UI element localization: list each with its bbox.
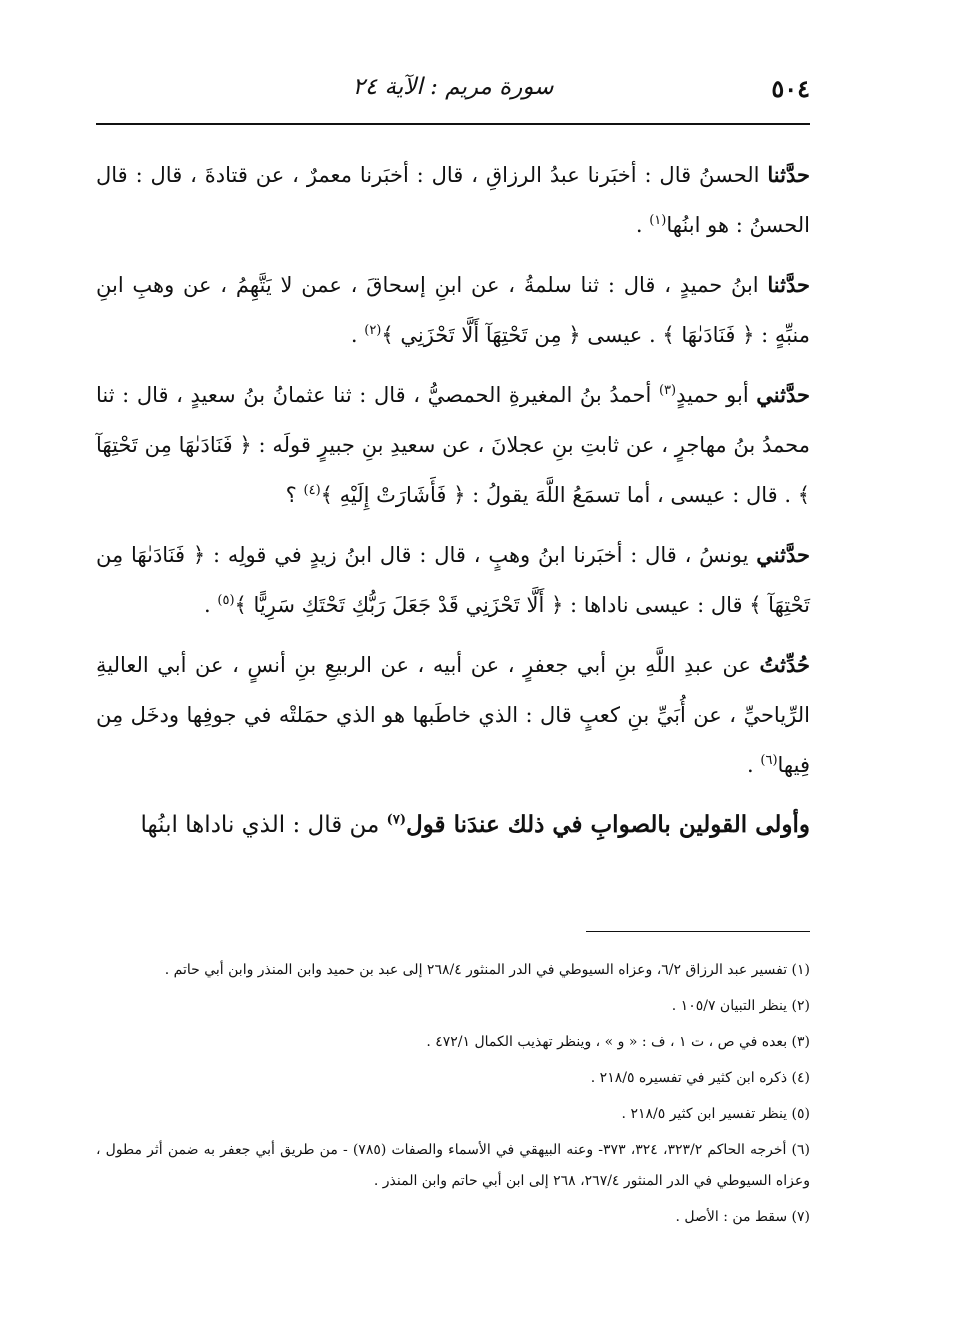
footnote-ref: (٤) <box>303 483 321 498</box>
paragraph-text: الحسنُ قال : أخبَرنا عبدُ الرزاقِ ، قال : أخبَرنا معمرٌ ، عن قتادةَ ، قال : قال الحسنُ : هو ابنُها <box>96 163 810 237</box>
narration-lead: حدَّثني <box>756 542 810 567</box>
footnote-1: (١) تفسير عبد الرزاق ٦/٢، وعزاه السيوطي في الدر المنثور ٢٦٨/٤ إلى عبد بن حميد وابن المنذر وابن أبي حاتم . <box>164 962 810 978</box>
paragraph-text: عن عبدِ اللَّهِ بنِ أبي جعفرٍ ، عن أبيه ، عن الربيعِ بنِ أنسٍ ، عن أبي العاليةِ الرِّياحيِّ ، عن أُبَيِّ بنِ كعبٍ قال : الذي خاطَبها هو الذي حمَلتْه في جوفِها ودخَل مِن فِيها <box>96 653 810 777</box>
paragraph-text: قال : عيسى ناداها : <box>563 593 750 617</box>
footnote-ref: (٥) <box>217 593 235 608</box>
quran-quote: ﴿ مِن تَحْتِهَآ أَلَّا تَحْزَنِي ﴾ <box>381 323 581 347</box>
paragraph-text: . قال : عيسى ، أما تسمَعُ اللَّهَ يقولُ : <box>465 483 798 507</box>
footnote-ref: (٧) <box>386 812 406 828</box>
conclusion-text: من قال : الذي ناداها ابنُها <box>140 812 387 838</box>
paragraph-text: أبو حميدٍ <box>676 383 757 407</box>
paragraph-5 <box>96 640 810 790</box>
paragraph-end: . <box>204 593 218 617</box>
footnote-ref: (٢) <box>364 323 382 338</box>
narration-lead: حدَّثنا <box>767 272 810 297</box>
quran-quote: ﴿ فَنَادَىٰهَا ﴾ <box>662 323 755 347</box>
main-text <box>96 150 810 850</box>
paragraph-text: . عيسى <box>580 323 663 347</box>
narration-lead: حدَّثني <box>756 382 810 407</box>
paragraph-text: أحمدُ بنُ المغيرةِ الحمصيُّ ، قال : ثنا عثمانُ بنُ سعيدٍ ، قال : ثنا محمدُ بنُ مهاجرٍ ، عن ثابتِ بنِ عجلانَ ، عن سعيدِ بنِ جبيرٍ قولَه : <box>96 383 810 457</box>
paragraph-end: ؟ <box>285 483 304 507</box>
paragraph-3 <box>96 370 810 520</box>
conclusion-paragraph <box>96 800 810 850</box>
conclusion-bold-text: وأولى القولين بالصوابِ في ذلك عندَنا قول <box>405 811 810 838</box>
page-number: ٥٠٤ <box>771 74 810 103</box>
footnote-2: (٢) ينظر التبيان ١٠٥/٧ . <box>671 998 810 1014</box>
paragraph-4 <box>96 530 810 630</box>
footnote-ref: (٣) <box>658 383 677 398</box>
paragraph-end: . <box>350 323 365 347</box>
footnote-5: (٥) ينظر تفسير ابن كثير ٢١٨/٥ . <box>621 1106 810 1122</box>
page-header <box>96 66 810 118</box>
header-rule <box>96 123 810 125</box>
quran-quote: ﴿ فَأَشَارَتْ إِلَيْهِ ﴾ <box>320 483 466 507</box>
footnote-ref: (١) <box>649 213 667 228</box>
paragraph-text: يونسُ ، قال : أخبَرنا ابنُ وهبٍ ، قال : قال ابنُ زيدٍ في قولِه : <box>205 543 757 567</box>
footnote-6: (٦) أخرجه الحاكم ٣٢٣/٢، ٣٢٤، ٣٧٣- وعنه البيهقي في الأسماء والصفات (٧٨٥) - من طريق أبي جعفر به ضمن أثر مطول ، وعزاه السيوطي في الدر المنثور ٢٦٧/٤، ٢٦٨ إلى ابن أبي حاتم وابن المنذر . <box>96 1142 811 1189</box>
paragraph-2 <box>96 260 810 360</box>
footnote-4: (٤) ذكره ابن كثير في تفسيره ٢١٨/٥ . <box>590 1070 810 1086</box>
narration-lead: حُدِّثتُ <box>759 652 810 677</box>
footnotes <box>96 955 810 1238</box>
quran-quote: ﴿ أَلَّا تَحْزَنِي قَدْ جَعَلَ رَبُّكِ تَحْتَكِ سَرِيًّا ﴾ <box>234 593 564 617</box>
paragraph-end: . <box>635 213 650 237</box>
footnote-ref: (٦) <box>760 753 778 768</box>
quran-quote: ﴿ فَنَادَىٰهَا مِن تَحْتِهَآ ﴾ <box>96 543 810 617</box>
footnote-rule <box>586 931 810 932</box>
narration-lead: حدَّثنا <box>767 162 810 187</box>
paragraph-end: . <box>747 753 761 777</box>
paragraph-1 <box>96 150 810 250</box>
footnote-7: (٧) سقط من : الأصل . <box>675 1209 810 1225</box>
paragraph-text: ابنُ حميدٍ ، قال : ثنا سلمةُ ، عن ابنِ إسحاقَ ، عمن لا يَتَّهِمُ ، عن وهبِ ابنِ منبِّهٍ : <box>96 273 810 347</box>
running-title: سورة مريم : الآية ٢٤ <box>352 74 554 100</box>
quran-quote: ﴿ فَنَادَىٰهَا مِن تَحْتِهَآ ﴾ <box>96 433 810 507</box>
footnote-3: (٣) بعده في ص ، ت ١ ، ف : « و » ، وينظر تهذيب الكمال ٤٧٢/١ . <box>426 1034 810 1050</box>
